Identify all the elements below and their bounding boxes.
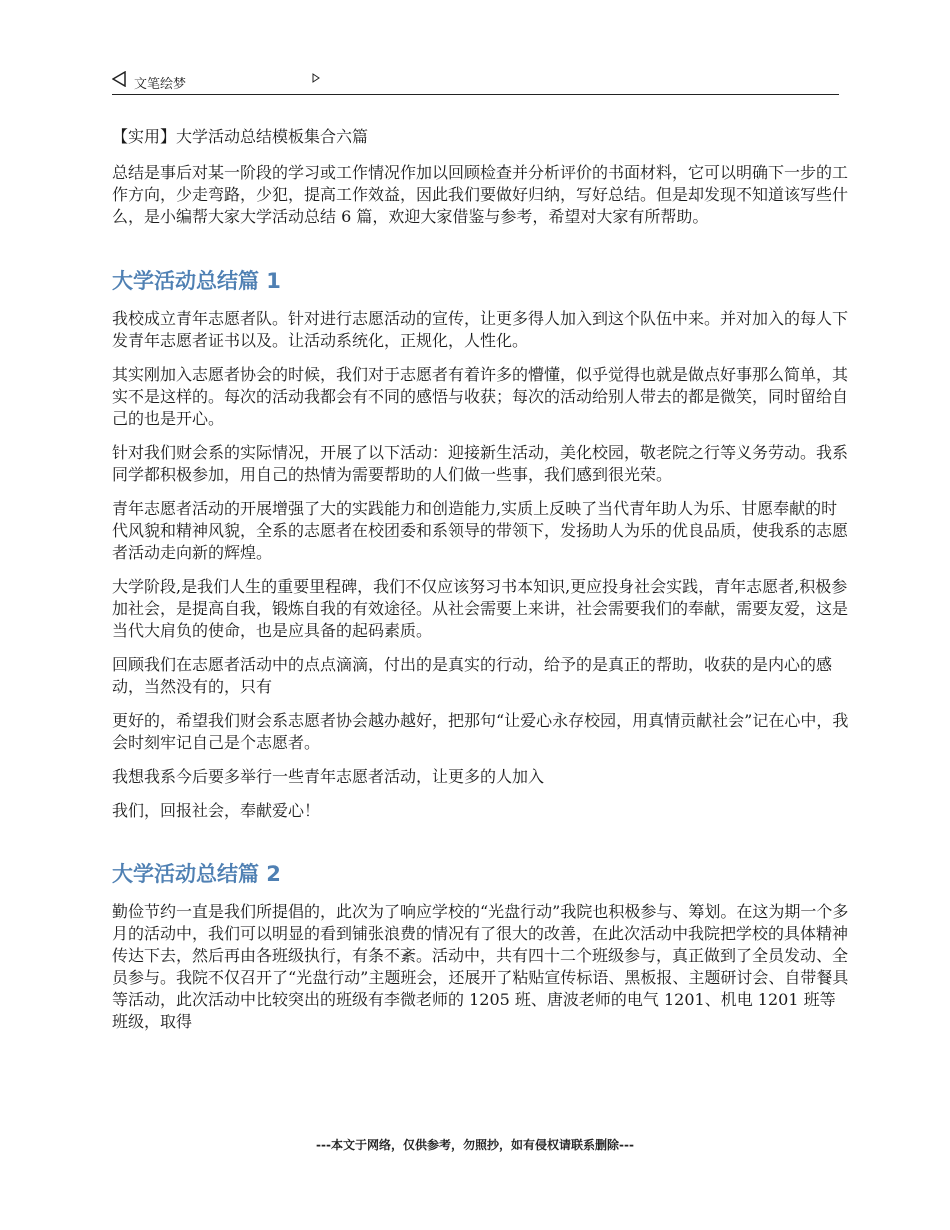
left-triangle-outline-icon (112, 71, 126, 91)
paragraph: 勤俭节约一直是我们所提倡的，此次为了响应学校的“光盘行动”我院也积极参与、筹划。在这为期一个多月的活动中，我们可以明显的看到铺张浪费的情况有了很大的改善，在此次活动中我院把学校的具体精神传达下去，然后再由各班级执行，有条不紊。活动中，共有四十二个班级参与，真正做到了全员发动、全员参与。我院不仅召开了“光盘行动”主题班会，还展开了粘贴宣传标语、黑板报、主题研讨会、自带餐具等活动，此次活动中比较突出的班级有李微老师的 1205 班、唐波老师的电气 1201、机电 1201 班等班级，取得 (112, 902, 849, 1031)
document-title: 【实用】大学活动总结模板集合六篇 (112, 127, 369, 146)
paragraph: 其实刚加入志愿者协会的时候，我们对于志愿者有着许多的懵懂，似乎觉得也就是做点好事那么简单，其实不是这样的。每次的活动我都会有不同的感悟与收获；每次的活动给别人带去的都是微笑，同时留给自己的也是开心。 (112, 365, 849, 428)
section-heading-2: 大学活动总结篇 2 (112, 862, 281, 886)
paragraph: 我们，回报社会，奉献爱心！ (112, 801, 321, 820)
paragraph: 更好的，希望我们财会系志愿者协会越办越好，把那句“让爱心永存校园，用真情贡献社会”记在心中，我会时刻牢记自己是个志愿者。 (112, 711, 849, 752)
paragraph: 大学阶段,是我们人生的重要里程碑，我们不仅应该努习书本知识,更应投身社会实践，青年志愿者,积极参加社会，是提高自我，锻炼自我的有效途径。从社会需要上来讲，社会需要我们的奉献，需要友爱，这是当代大肩负的使命，也是应具备的起码素质。 (112, 577, 849, 640)
paragraph: 回顾我们在志愿者活动中的点点滴滴，付出的是真实的行动，给予的是真正的帮助，收获的是内心的感动，当然没有的，只有 (112, 655, 833, 696)
section-heading-1: 大学活动总结篇 1 (112, 269, 281, 293)
page-header (112, 70, 839, 95)
paragraph: 青年志愿者活动的开展增强了大的实践能力和创造能力,实质上反映了当代青年助人为乐、甘愿奉献的时代风貌和精神风貌，全系的志愿者在校团委和系领导的带领下，发扬助人为乐的优良品质，使我系的志愿者活动走向新的辉煌。 (112, 499, 849, 562)
paragraph: 我校成立青年志愿者队。针对进行志愿活动的宣传，让更多得人加入到这个队伍中来。并对加入的每人下发青年志愿者证书以及。让活动系统化，正规化，人性化。 (112, 309, 849, 350)
right-triangle-outline-icon (312, 73, 320, 86)
paragraph: 针对我们财会系的实际情况，开展了以下活动：迎接新生活动，美化校园，敬老院之行等义务劳动。我系同学都积极参加，用自己的热情为需要帮助的人们做一些事，我们感到很光荣。 (112, 443, 849, 484)
brand-name: 文笔绘梦 (134, 77, 187, 92)
intro-paragraph: 总结是事后对某一阶段的学习或工作情况作加以回顾检查并分析评价的书面材料，它可以明确下一步的工作方向，少走弯路，少犯，提高工作效益，因此我们要做好归纳，写好总结。但是却发现不知道该写些什么，是小编帮大家大学活动总结 6 篇，欢迎大家借鉴与参考，希望对大家有所帮助。 (112, 163, 849, 226)
paragraph: 我想我系今后要多举行一些青年志愿者活动，让更多的人加入 (112, 767, 545, 786)
document-body (112, 126, 850, 1045)
page-footer: ---本文于网络，仅供参考，勿照抄，如有侵权请联系删除--- (316, 1138, 634, 1152)
